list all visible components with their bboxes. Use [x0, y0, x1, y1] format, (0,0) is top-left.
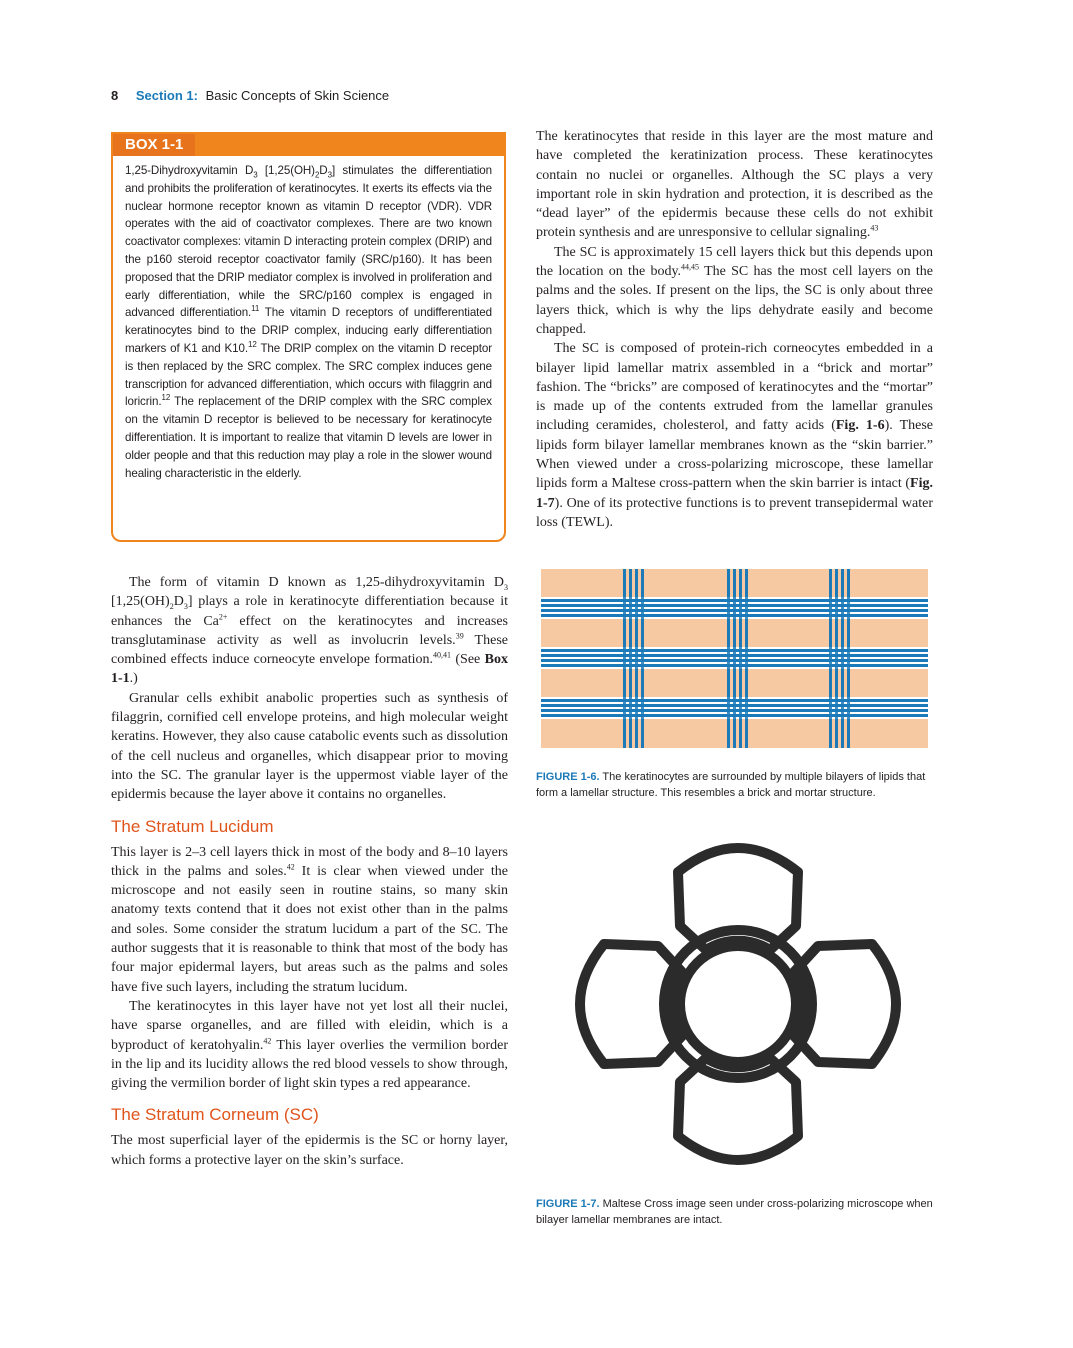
brick-mortar-figure — [541, 569, 928, 748]
lipid-bilayer-vertical — [841, 569, 844, 748]
lipid-bilayer-vertical — [829, 569, 832, 748]
lipid-bilayer-vertical — [835, 569, 838, 748]
lipid-bilayer-vertical — [745, 569, 748, 748]
ref: 11 — [251, 304, 260, 314]
paragraph: This layer is 2–3 cell layers thick in most of the body and 8–10 layers thick in the palms and soles.$^{42}$ It is clear when viewed under the microscope and not easily seen in routine stains, so many skin anatomy texts contend that it does not exist other than in the palms and soles. Some consider the stratum lucidum a part of the SC. The author suggests that it is reasonable to think that most of the body has four major epidermal layers, but areas such as the palms and soles have five such layers, including the stratum lucidum. — [111, 844, 508, 995]
box-title: BOX 1-1 — [113, 134, 195, 156]
paragraph: The keratinocytes that reside in this layer are the most mature and have completed the keratinization process. These keratinocytes contain no nuclei or organelles. Although the SC plays a very important role in skin hydration and protection, it is described as the “dead layer” of the epidermis because these cells do not exhibit protein synthesis and are unresponsive to cellular signaling.$^{43}$ — [536, 129, 933, 241]
lipid-bilayer-vertical — [629, 569, 632, 748]
paragraph: The SC is approximately 15 cell layers thick but this depends upon the location on the body.$^{44,45}$ The SC has the most cell layers on the palms and the soles. If present on the lips, the SC is only about three layers thick, which is why the lips dehydrate easily and become chapped. — [536, 244, 933, 337]
ref: 12 — [247, 340, 257, 350]
paragraph: The SC is composed of protein-rich corneocytes embedded in a bilayer lipid lamellar matrix assembled in a “brick and mortar” fashion. The “bricks” are composed of keratinocytes and the “mortar” is made up of the contents extruded from the lamellar granules including ceramides, cholesterol, and fatty acids (Fig. 1-6). These lipids form bilayer lamellar membranes known as the “skin barrier.” When viewed under a cross-polarizing microscope, these lamellar lipids form a Maltese cross-pattern when the skin barrier is intact (Fig. 1-7). One of its protective functions is to prevent transepidermal water loss (TEWL). — [536, 341, 934, 530]
figure-label: FIGURE 1-6. — [536, 771, 600, 783]
lipid-bilayer-vertical — [623, 569, 626, 748]
lipid-bilayer-vertical — [727, 569, 730, 748]
lipid-bilayer-vertical — [635, 569, 638, 748]
lipid-bilayer-vertical — [641, 569, 644, 748]
page-number: 8 — [111, 88, 119, 103]
heading-stratum-lucidum: The Stratum Lucidum — [111, 816, 274, 836]
figure-label: FIGURE 1-7. — [536, 1198, 600, 1210]
ref: 12 — [161, 393, 171, 403]
lipid-bilayer-vertical — [739, 569, 742, 748]
maltese-cross-figure — [558, 826, 918, 1181]
paragraph: The keratinocytes in this layer have not yet lost all their nuclei, have sparse organelles, and are filled with eleidin, which is a byproduct of keratohyalin.$^{42}$ This layer overlies the vermilion border in the lip and its lucidity allows the red blood vessels to show through, giving the vermilion border of light skin types a red appearance. — [111, 998, 508, 1092]
right-column — [536, 127, 933, 532]
section-title: Basic Concepts of Skin Science — [205, 88, 390, 103]
heading-stratum-corneum: The Stratum Corneum (SC) — [111, 1105, 319, 1125]
center-ring — [680, 946, 796, 1062]
paragraph: The form of vitamin D known as 1,25-dihydroxyvitamin $D_3$ $[1,25(OH)_2D_3]$ plays a role in keratinocyte differentiation because it enhances the $Ca^{2+}$ effect on the keratinocytes and increases transglutaminase activity as well as involucrin levels.$^{39}$ These combined effects induce corneocyte envelope formation.$^{40,41}$ (See Box 1-1.) — [111, 575, 508, 687]
figure-1-6-caption: FIGURE 1-6. The keratinocytes are surrounded by multiple bilayers of lipids that form a lamellar structure. This resembles a brick and mortar structure. — [536, 771, 926, 799]
figure-1-7-caption: FIGURE 1-7. Maltese Cross image seen under cross-polarizing microscope when bilayer lamellar membranes are intact. — [536, 1198, 933, 1226]
paragraph: Granular cells exhibit anabolic properties such as synthesis of filaggrin, cornified cell envelope proteins, and high molecular weight keratins. However, they also cause catabolic events such as dissolution of the cell nucleus and organelles, which disappear prior to moving into the SC. The granular layer is the uppermost viable layer of the epidermis because the layer above it contains no organelles. — [111, 690, 508, 803]
center-circle — [664, 930, 812, 1078]
box-title-bar — [113, 134, 504, 156]
left-column — [111, 573, 508, 1170]
paragraph: The most superficial layer of the epidermis is the SC or horny layer, which forms a protective layer on the skin’s surface. — [111, 1133, 508, 1168]
section-label: Section 1: — [135, 88, 198, 103]
box-1-1 — [111, 132, 506, 542]
lipid-bilayer-vertical — [847, 569, 850, 748]
running-header — [111, 88, 389, 103]
lipid-bilayer-vertical — [733, 569, 736, 748]
box-body: 1,25-Dihydroxyvitamin $D_3$ $[1,25(OH)_2D_3]$ stimulates the differentiation and prohibits the proliferation of keratinocytes. It exerts its effects via the nuclear hormone receptor known as vitamin D receptor (VDR). VDR operates with the aid of coactivator complexes. There are two known coactivator complexes: vitamin D interacting protein complex (DRIP) and the p160 steroid receptor coactivator family (SRC/p160). It has been proposed that the DRIP mediator complex is involved in proliferation and early differentiation, while the SRC/p160 complex is engaged in advanced differentiation.$^{11}$ The vitamin D receptors of undifferentiated keratinocytes bind to the DRIP complex, inducing early differentiation markers of K1 and K10.12 The DRIP complex on the vitamin D receptor is then replaced by the SRC complex. The SRC complex induces gene transcription for advanced differentiation, which occurs with filaggrin and loricrin.$^{12}$ The replacement of the DRIP complex with the SRC complex on the vitamin D receptor is believed to be necessary for keratinocyte differentiation. It is important to realize that vitamin D levels are lower in older people and that this reduction may play a role in the slower wound healing characteristic in the elderly. — [125, 164, 493, 480]
